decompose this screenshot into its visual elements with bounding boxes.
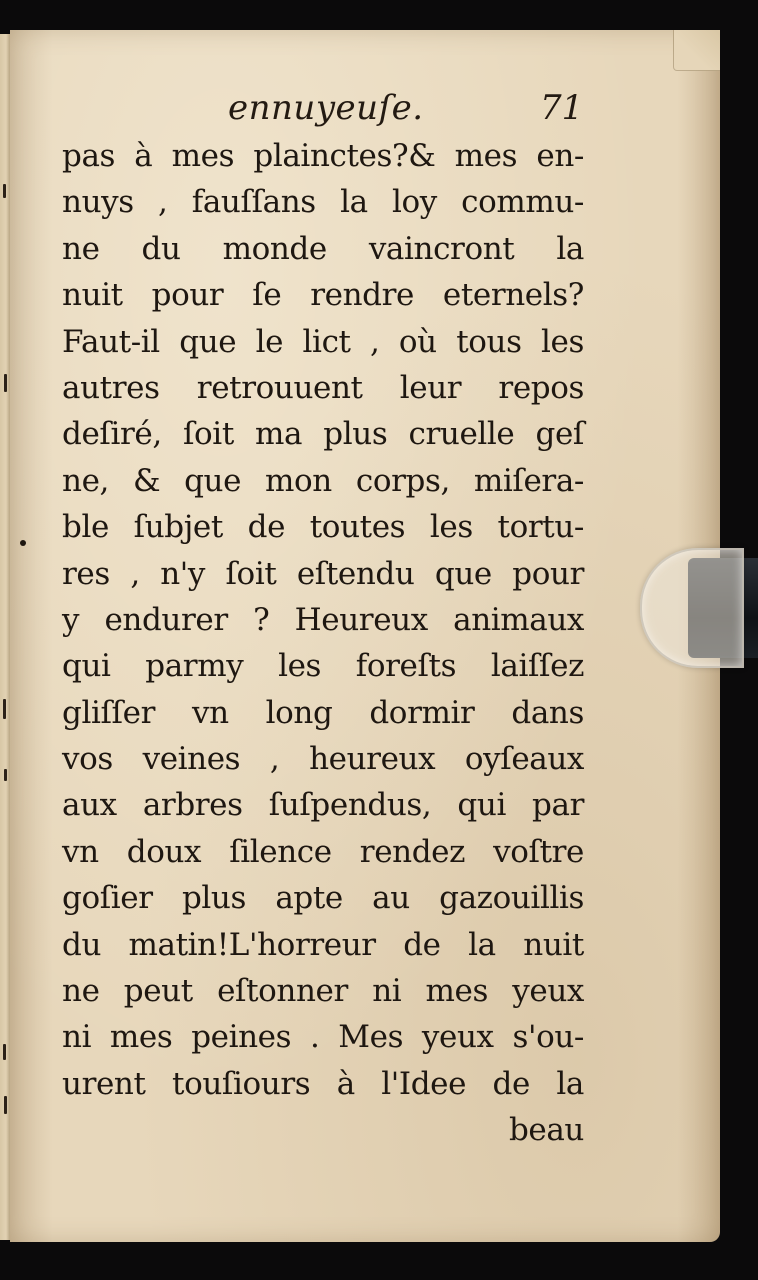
text-line: Faut-il que le lict , où tous les — [62, 323, 584, 360]
text-line: ni mes peines . Mes yeux s'ou- — [62, 1019, 584, 1056]
text-line: qui parmy les foreſts laiſſez — [62, 648, 584, 685]
clip-loop — [640, 548, 744, 668]
text-line: autres retrouuent leur repos — [62, 369, 584, 406]
text-line: vos veines , heureux oyſeaux — [62, 741, 584, 778]
facing-page-ink-mark — [3, 699, 6, 719]
text-line: pas à mes plainctes?& mes en- — [62, 138, 584, 174]
text-line: ne peut eſtonner ni mes yeux — [62, 973, 584, 1010]
text-line: res , n'y ſoit eſtendu que pour — [62, 555, 584, 592]
text-line: ne, & que mon corps, miſera- — [62, 462, 584, 499]
running-title: ennuyeuſe. — [228, 88, 424, 128]
text-line: urent touſiours à l'Idee de la — [62, 1065, 584, 1102]
text-line: nuys , fauſſans la loy commu- — [62, 184, 584, 221]
text-line: vn doux ſilence rendez voſtre — [62, 833, 584, 870]
text-line: du matin!L'horreur de la nuit — [62, 926, 584, 963]
facing-page-ink-mark — [4, 1096, 7, 1114]
facing-page-ink-mark — [4, 374, 7, 392]
text-line: ne du monde vaincront la — [62, 230, 584, 267]
text-line: y endurer ? Heureux animaux — [62, 601, 584, 638]
text-line: beau — [508, 1112, 584, 1149]
facing-page-ink-mark — [3, 1044, 6, 1060]
text-line: gliſſer vn long dormir dans — [62, 694, 584, 731]
body-text — [62, 133, 584, 1154]
text-line: nuit pour ſe rendre eternels? — [62, 277, 584, 314]
text-line: goſier plus apte au gazouillis — [62, 880, 584, 917]
ink-speck — [20, 540, 26, 546]
folded-page-corner — [673, 30, 720, 71]
page-clip — [640, 548, 758, 672]
text-line: deſiré, ſoit ma plus cruelle geſ — [62, 416, 584, 453]
text-line: aux arbres ſuſpendus, qui par — [62, 787, 584, 824]
facing-page-ink-mark — [4, 769, 7, 781]
running-head — [10, 88, 720, 132]
facing-page-edge — [0, 34, 10, 1240]
text-line: ble ſubjet de toutes les tortu- — [62, 509, 584, 546]
book-page — [10, 30, 720, 1242]
page-number: 71 — [540, 88, 584, 128]
facing-page-ink-mark — [3, 184, 6, 198]
